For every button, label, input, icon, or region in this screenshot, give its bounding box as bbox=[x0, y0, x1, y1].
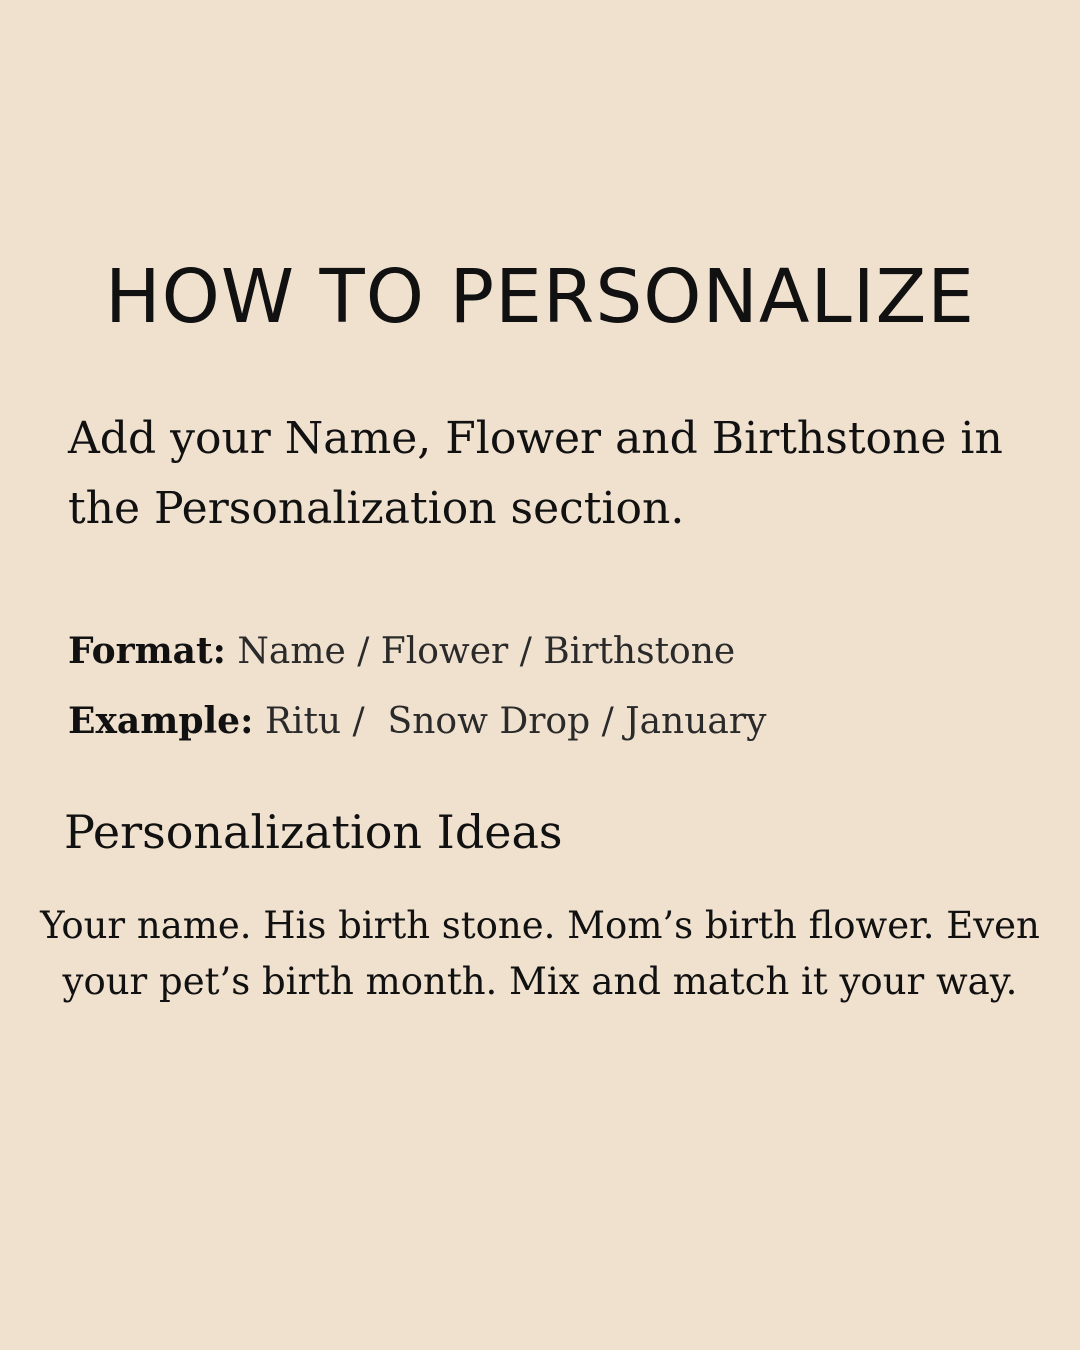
format-label: Format: bbox=[68, 630, 226, 672]
ideas-heading: Personalization Ideas bbox=[64, 805, 563, 859]
page-title: HOW TO PERSONALIZE bbox=[104, 254, 976, 340]
ideas-body: Your name. His birth stone. Mom’s birth flower. Even your pet’s birth month. Mix and match it your way. bbox=[40, 904, 1040, 1003]
example-value: Ritu / Snow Drop / January bbox=[253, 701, 767, 742]
format-value: Name / Flower / Birthstone bbox=[225, 631, 736, 672]
example-label: Example: bbox=[68, 700, 254, 742]
intro-text: Add your Name, Flower and Birthstone in the Personalization section. bbox=[68, 413, 1003, 534]
format-row bbox=[68, 626, 1028, 677]
example-row bbox=[68, 696, 1028, 747]
